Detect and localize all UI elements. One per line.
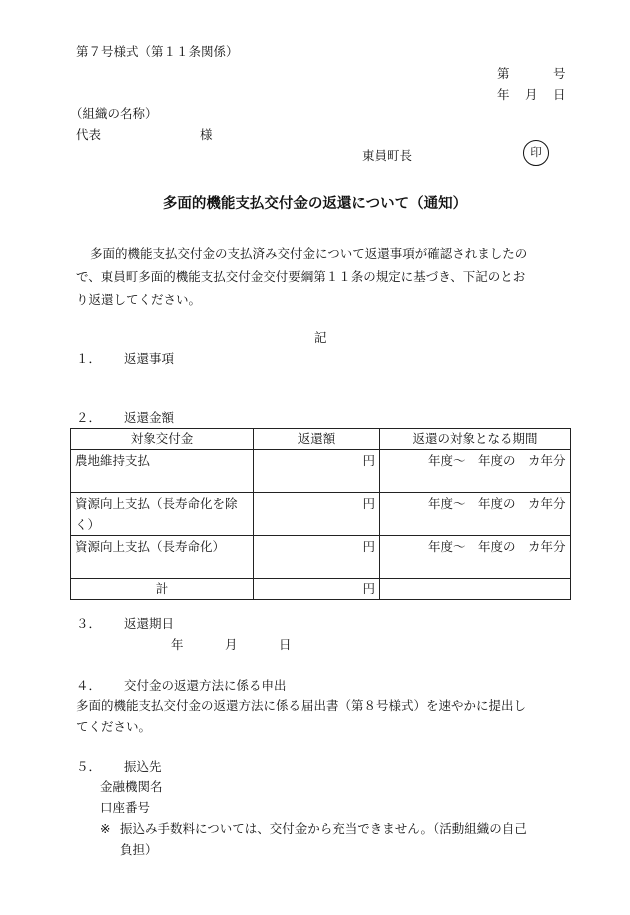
- note-mark: ※: [100, 821, 111, 836]
- due-year: 年: [171, 637, 184, 652]
- period-text: 年度～ 年度の カ年分: [428, 539, 566, 554]
- section-label: 返還金額: [124, 410, 175, 425]
- grant-name-cell: 資源向上支払（長寿命化を除く）: [71, 493, 254, 536]
- intro-line: で、東員町多面的機能支払交付金交付要綱第１１条の規定に基づき、下記のとお: [76, 269, 526, 284]
- section-5-heading: [76, 759, 162, 775]
- total-amount-cell: 円: [254, 579, 380, 600]
- section-number: ５．: [76, 759, 102, 774]
- table-row: [71, 493, 571, 536]
- section-label: 交付金の返還方法に係る申出: [124, 678, 287, 693]
- seal-mark: [523, 140, 549, 166]
- doc-number-prefix: 第: [497, 66, 510, 81]
- amount-cell: 円: [254, 450, 380, 493]
- section-number: ４．: [76, 678, 102, 693]
- date-year: 年: [497, 87, 510, 102]
- doc-number-suffix: 号: [553, 66, 566, 81]
- table-header-row: [71, 429, 571, 450]
- page-title: 多面的機能支払交付金の返還について（通知）: [162, 196, 468, 212]
- intro-line: 多面的機能支払交付金の支払済み交付金について返還事項が確認されましたの: [90, 246, 528, 261]
- date-month: 月: [525, 87, 538, 102]
- table-total-row: [71, 579, 571, 600]
- intro-line: り返還してください。: [76, 292, 202, 307]
- section-3-heading: [76, 616, 174, 632]
- return-method-line: てください。: [76, 719, 152, 734]
- seal-text: 印: [530, 145, 542, 160]
- bank-name-label: 金融機関名: [100, 779, 163, 794]
- period-text: 年度～ 年度の カ年分: [428, 496, 566, 511]
- account-number-label: 口座番号: [100, 800, 151, 815]
- section-number: １．: [76, 351, 102, 366]
- total-label-cell: 計: [71, 579, 254, 600]
- due-day: 日: [279, 637, 292, 652]
- period-text: 年度～ 年度の カ年分: [428, 453, 566, 468]
- date-day: 日: [553, 87, 566, 102]
- column-header: 対象交付金: [71, 429, 254, 450]
- grant-name-cell: 資源向上支払（長寿命化）: [71, 536, 254, 579]
- period-cell: [380, 493, 571, 536]
- section-number: ２．: [76, 410, 102, 425]
- sender-mayor: 東員町長: [362, 148, 413, 163]
- return-method-line: 多面的機能支払交付金の返還方法に係る届出書（第８号様式）を速やかに提出し: [76, 698, 527, 713]
- section-label: 返還事項: [124, 351, 175, 366]
- organization-name: （組織の名称）: [70, 106, 158, 121]
- due-month: 月: [225, 637, 238, 652]
- amount-cell: 円: [254, 536, 380, 579]
- column-header: 返還額: [254, 429, 380, 450]
- amount-cell: 円: [254, 493, 380, 536]
- total-period-cell: [380, 579, 571, 600]
- section-label: 振込先: [124, 759, 162, 774]
- grant-name-cell: 農地維持支払: [71, 450, 254, 493]
- period-cell: [380, 536, 571, 579]
- note-line: 振込み手数料については、交付金から充当できません。（活動組織の自己: [120, 821, 527, 836]
- column-header: 返還の対象となる期間: [380, 429, 571, 450]
- period-cell: [380, 450, 571, 493]
- table-row: [71, 536, 571, 579]
- section-1-heading: [76, 351, 174, 367]
- table-row: [71, 450, 571, 493]
- refund-amount-table: [70, 428, 571, 600]
- ki-marker: 記: [314, 330, 327, 345]
- section-label: 返還期日: [124, 616, 175, 631]
- representative-label: 代表: [76, 127, 102, 142]
- section-number: ３．: [76, 616, 102, 631]
- section-4-heading: [76, 678, 287, 694]
- honorific: 様: [200, 127, 213, 142]
- form-number: 第７号様式（第１１条関係）: [76, 44, 239, 59]
- section-2-heading: [76, 410, 174, 426]
- note-line: 負担）: [120, 842, 158, 857]
- intro-paragraph: [76, 242, 568, 311]
